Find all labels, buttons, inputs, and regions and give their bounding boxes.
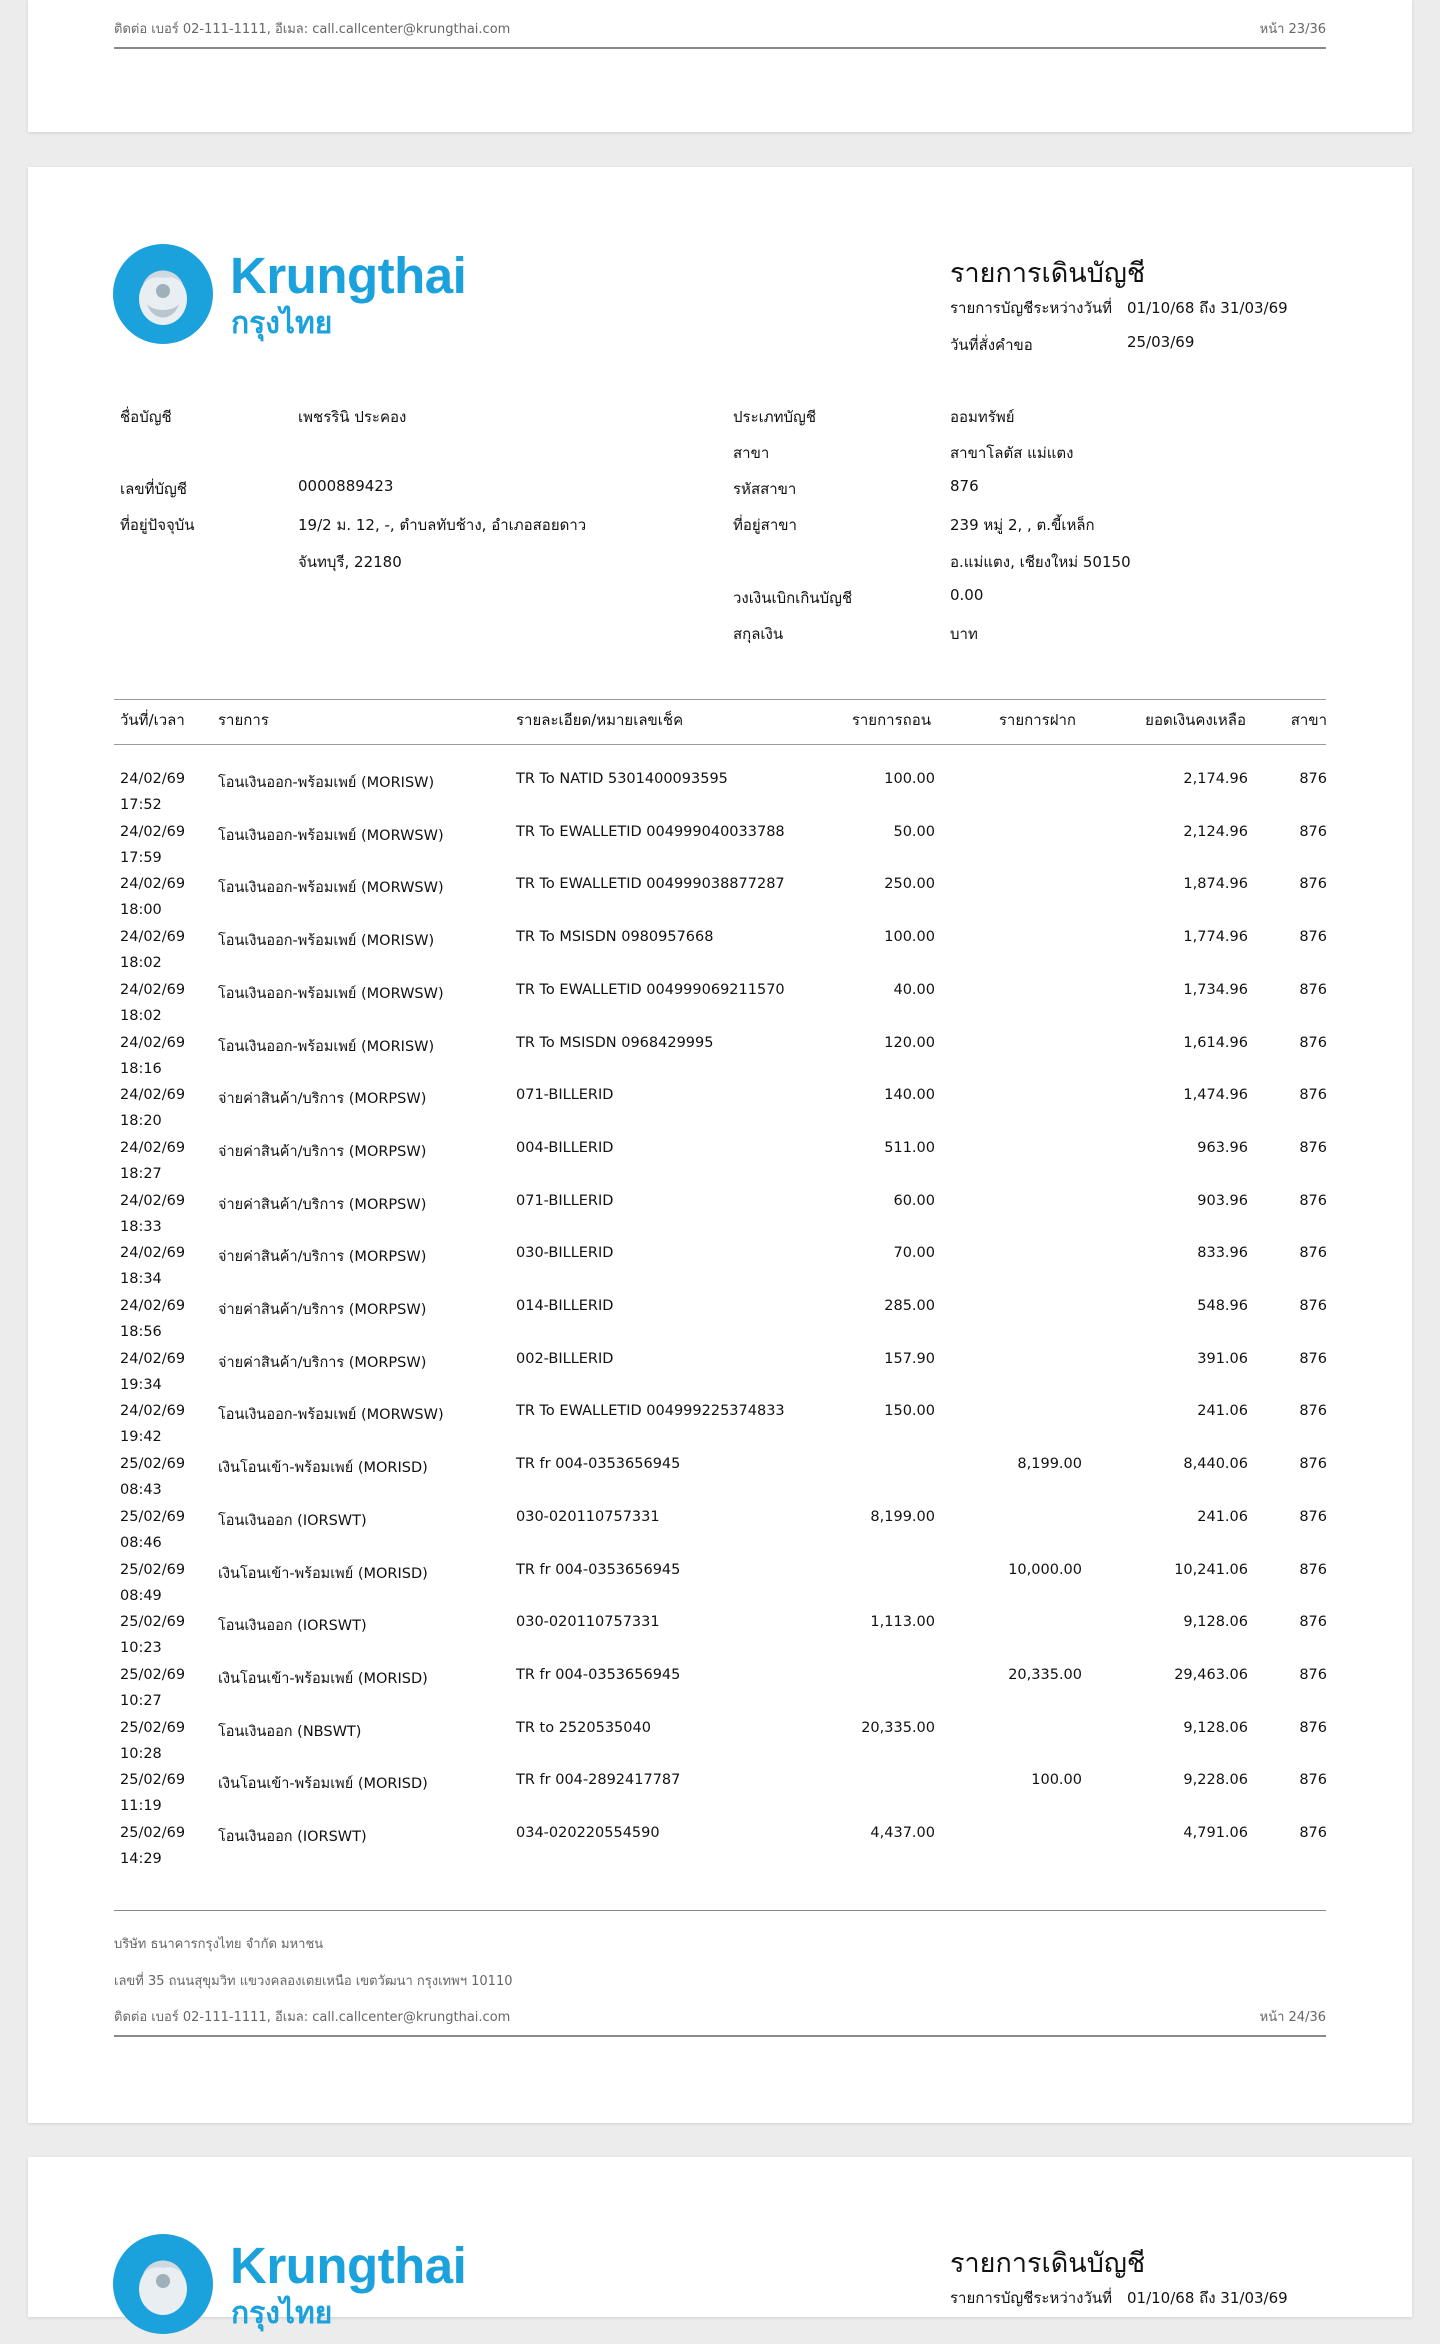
row-balance: 29,463.06	[1174, 1666, 1248, 1683]
row-description: โอนเงินออก (NBSWT)	[218, 1723, 362, 1740]
table-row	[28, 1720, 1412, 1772]
next-period-label: รายการบัญชีระหว่างวันที่	[950, 2289, 1113, 2307]
row-deposit: 100.00	[1031, 1772, 1082, 1789]
row-date: 24/02/69	[120, 1139, 186, 1156]
row-time: 18:34	[120, 1271, 162, 1288]
row-detail: 071-BILLERID	[516, 1087, 614, 1104]
row-balance: 1,474.96	[1183, 1087, 1248, 1104]
row-branch: 876	[1299, 1772, 1327, 1789]
row-balance: 1,774.96	[1183, 929, 1248, 946]
row-description: เงินโอนเข้า-พร้อมเพย์ (MORISD)	[218, 1565, 428, 1582]
row-description: จ่ายค่าสินค้า/บริการ (MORPSW)	[218, 1354, 427, 1371]
table-row	[28, 876, 1412, 928]
row-balance: 1,734.96	[1183, 981, 1248, 998]
table-row	[28, 1298, 1412, 1350]
footer-contact: ติดต่อ เบอร์ 02-111-1111, อีเมล: call.callcenter@krungthai.com	[114, 2010, 511, 2025]
row-withdraw: 140.00	[884, 1087, 935, 1104]
statement-title: รายการเดินบัญชี	[950, 258, 1146, 289]
table-row	[28, 1456, 1412, 1508]
row-branch: 876	[1299, 823, 1327, 840]
overdraft-label: วงเงินเบิกเกินบัญชี	[733, 589, 853, 607]
row-withdraw: 120.00	[884, 1034, 935, 1051]
account-number-label: เลขที่บัญชี	[120, 480, 187, 498]
row-date: 24/02/69	[120, 1034, 186, 1051]
col-datetime: วันที่/เวลา	[120, 711, 185, 729]
row-time: 18:56	[120, 1324, 162, 1340]
table-row	[28, 1562, 1412, 1614]
row-branch: 876	[1299, 1403, 1327, 1420]
table-row	[28, 1351, 1412, 1403]
col-balance: ยอดเงินคงเหลือ	[1145, 711, 1246, 729]
next-page	[28, 2157, 1412, 2331]
row-detail: 030-020110757331	[516, 1508, 660, 1525]
row-date: 24/02/69	[120, 929, 186, 946]
account-type-value: ออมทรัพย์	[950, 408, 1015, 426]
row-branch: 876	[1299, 1666, 1327, 1683]
row-detail: 030-BILLERID	[516, 1245, 614, 1262]
table-row	[28, 1614, 1412, 1666]
currency-value: บาท	[950, 625, 978, 643]
row-time: 10:28	[120, 1745, 162, 1762]
row-branch: 876	[1299, 1719, 1327, 1736]
account-number-value: 0000889423	[298, 477, 394, 495]
row-detail: 071-BILLERID	[516, 1192, 614, 1209]
col-deposit: รายการฝาก	[998, 711, 1076, 729]
row-withdraw: 285.00	[884, 1298, 935, 1314]
row-description: จ่ายค่าสินค้า/บริการ (MORPSW)	[218, 1196, 427, 1213]
row-date: 24/02/69	[120, 1087, 186, 1104]
row-withdraw: 60.00	[893, 1192, 935, 1209]
row-detail: TR To NATID 5301400093595	[516, 771, 728, 787]
row-detail: TR To MSISDN 0980957668	[516, 929, 714, 946]
period-value: 01/10/68 ถึง 31/03/69	[1127, 299, 1288, 317]
row-branch: 876	[1299, 1350, 1327, 1367]
table-row	[28, 1825, 1412, 1877]
row-withdraw: 1,113.00	[870, 1614, 935, 1631]
row-detail: TR fr 004-0353656945	[516, 1456, 681, 1473]
address-line-1: 19/2 ม. 12, -, ตำบลทับช้าง, อำเภอสอยดาว	[298, 516, 587, 534]
row-date: 24/02/69	[120, 1403, 186, 1420]
row-date: 25/02/69	[120, 1666, 186, 1683]
row-branch: 876	[1299, 1087, 1327, 1104]
row-time: 19:34	[120, 1376, 162, 1393]
table-row	[28, 929, 1412, 981]
brand-name-th: กรุงไทย	[231, 306, 333, 341]
row-description: เงินโอนเข้า-พร้อมเพย์ (MORISD)	[218, 1776, 428, 1793]
currency-label: สกุลเงิน	[733, 625, 784, 643]
branch-address-label: ที่อยู่สาขา	[733, 516, 797, 534]
row-time: 18:00	[120, 902, 162, 919]
row-branch: 876	[1299, 1139, 1327, 1156]
krungthai-logo-next	[113, 2234, 467, 2344]
row-detail: 004-BILLERID	[516, 1139, 614, 1156]
row-branch: 876	[1299, 981, 1327, 998]
row-balance: 9,128.06	[1183, 1719, 1248, 1736]
row-detail: 002-BILLERID	[516, 1350, 614, 1367]
row-description: โอนเงินออก-พร้อมเพย์ (MORWSW)	[218, 985, 444, 1002]
row-detail: TR To EWALLETID 004999069211570	[516, 981, 785, 998]
row-branch: 876	[1299, 1245, 1327, 1262]
account-name-label: ชื่อบัญชี	[120, 408, 172, 426]
row-date: 25/02/69	[120, 1508, 186, 1525]
row-balance: 2,124.96	[1183, 823, 1248, 840]
bird-emblem-icon	[113, 244, 213, 344]
row-time: 17:59	[120, 849, 162, 866]
row-branch: 876	[1299, 1508, 1327, 1525]
col-description: รายการ	[218, 711, 269, 729]
row-withdraw: 157.90	[884, 1350, 935, 1367]
footer-address: เลขที่ 35 ถนนสุขุมวิท แขวงคลองเตยเหนือ เขตวัฒนา กรุงเทพฯ 10110	[114, 1974, 513, 1989]
row-deposit: 8,199.00	[1017, 1456, 1082, 1473]
row-detail: TR To EWALLETID 004999040033788	[516, 823, 785, 840]
row-withdraw: 20,335.00	[861, 1719, 935, 1736]
row-balance: 833.96	[1197, 1245, 1248, 1262]
row-balance: 1,614.96	[1183, 1034, 1248, 1051]
row-time: 18:02	[120, 955, 162, 972]
row-balance: 2,174.96	[1183, 771, 1248, 787]
row-date: 25/02/69	[120, 1561, 186, 1578]
row-balance: 903.96	[1197, 1192, 1248, 1209]
row-withdraw: 40.00	[893, 981, 935, 998]
row-balance: 4,791.06	[1183, 1825, 1248, 1841]
row-description: โอนเงินออก (IORSWT)	[218, 1618, 367, 1635]
row-withdraw: 8,199.00	[870, 1508, 935, 1525]
branch-address-line-1: 239 หมู่ 2, , ต.ขี้เหล็ก	[950, 516, 1095, 534]
branch-code-label: รหัสสาขา	[733, 480, 797, 498]
row-time: 18:16	[120, 1060, 162, 1077]
row-date: 24/02/69	[120, 981, 186, 998]
row-detail: 014-BILLERID	[516, 1298, 614, 1314]
branch-code-value: 876	[950, 477, 979, 495]
row-time: 08:43	[120, 1482, 162, 1499]
table-row	[28, 1245, 1412, 1297]
row-balance: 10,241.06	[1174, 1561, 1248, 1578]
row-branch: 876	[1299, 1298, 1327, 1314]
row-date: 24/02/69	[120, 771, 186, 787]
table-row	[28, 982, 1412, 1034]
row-description: โอนเงินออก (IORSWT)	[218, 1512, 367, 1529]
row-withdraw: 250.00	[884, 876, 935, 893]
row-time: 17:52	[120, 797, 162, 813]
row-branch: 876	[1299, 1614, 1327, 1631]
period-label: รายการบัญชีระหว่างวันที่	[950, 299, 1113, 317]
footer-company: บริษัท ธนาคารกรุงไทย จำกัด มหาชน	[114, 1937, 324, 1952]
col-detail: รายละเอียด/หมายเลขเช็ค	[516, 711, 684, 729]
next-period-value: 01/10/68 ถึง 31/03/69	[1127, 2289, 1288, 2307]
row-withdraw: 511.00	[884, 1139, 935, 1156]
row-branch: 876	[1299, 1034, 1327, 1051]
row-balance: 9,128.06	[1183, 1614, 1248, 1631]
prev-page-footer-rule	[114, 47, 1326, 49]
table-row	[28, 1772, 1412, 1824]
row-description: จ่ายค่าสินค้า/บริการ (MORPSW)	[218, 1091, 427, 1108]
row-withdraw: 4,437.00	[870, 1825, 935, 1841]
row-description: โอนเงินออก-พร้อมเพย์ (MORWSW)	[218, 880, 444, 897]
row-date: 25/02/69	[120, 1719, 186, 1736]
account-type-label: ประเภทบัญชี	[733, 408, 817, 426]
row-time: 18:33	[120, 1218, 162, 1235]
account-name-value: เพชรรินิ ประคอง	[298, 408, 407, 426]
row-date: 25/02/69	[120, 1772, 186, 1789]
footer-page-number: หน้า 24/36	[1259, 2010, 1326, 2025]
row-date: 25/02/69	[120, 1456, 186, 1473]
brand-name-en: Krungthai	[230, 247, 467, 304]
row-branch: 876	[1299, 1192, 1327, 1209]
request-date-value: 25/03/69	[1127, 333, 1195, 351]
table-header-rule	[114, 744, 1326, 745]
table-row	[28, 1509, 1412, 1561]
row-withdraw: 50.00	[893, 823, 935, 840]
row-description: เงินโอนเข้า-พร้อมเพย์ (MORISD)	[218, 1670, 428, 1687]
row-balance: 391.06	[1197, 1350, 1248, 1367]
footer-bottom-rule	[114, 2035, 1326, 2037]
row-detail: TR To EWALLETID 004999038877287	[516, 876, 785, 893]
row-withdraw: 100.00	[884, 929, 935, 946]
address-label: ที่อยู่ปัจจุบัน	[120, 516, 195, 534]
row-deposit: 20,335.00	[1008, 1666, 1082, 1683]
row-description: โอนเงินออก-พร้อมเพย์ (MORISW)	[218, 775, 435, 791]
row-detail: TR fr 004-0353656945	[516, 1561, 681, 1578]
address-line-2: จันทบุรี, 22180	[298, 553, 402, 571]
row-description: โอนเงินออก-พร้อมเพย์ (MORISW)	[218, 1038, 435, 1055]
row-detail: TR fr 004-2892417787	[516, 1772, 681, 1789]
brand-name-en: Krungthai	[230, 2237, 467, 2294]
row-detail: TR To EWALLETID 004999225374833	[516, 1403, 785, 1420]
row-time: 14:29	[120, 1851, 162, 1867]
row-branch: 876	[1299, 929, 1327, 946]
table-top-rule	[114, 699, 1326, 700]
row-description: จ่ายค่าสินค้า/บริการ (MORPSW)	[218, 1143, 427, 1160]
row-branch: 876	[1299, 1825, 1327, 1841]
row-description: เงินโอนเข้า-พร้อมเพย์ (MORISD)	[218, 1460, 428, 1477]
row-date: 24/02/69	[120, 823, 186, 840]
table-row	[28, 1140, 1412, 1192]
row-balance: 548.96	[1197, 1298, 1248, 1314]
row-time: 18:02	[120, 1007, 162, 1024]
row-balance: 9,228.06	[1183, 1772, 1248, 1789]
row-balance: 8,440.06	[1183, 1456, 1248, 1473]
col-withdraw: รายการถอน	[851, 711, 931, 729]
row-time: 18:27	[120, 1165, 162, 1182]
row-branch: 876	[1299, 876, 1327, 893]
row-withdraw: 150.00	[884, 1403, 935, 1420]
row-time: 08:46	[120, 1534, 162, 1551]
table-row	[28, 1193, 1412, 1245]
prev-page-contact: ติดต่อ เบอร์ 02-111-1111, อีเมล: call.callcenter@krungthai.com	[114, 22, 511, 37]
request-date-label: วันที่สั่งคำขอ	[950, 336, 1033, 354]
row-withdraw: 100.00	[884, 771, 935, 787]
row-date: 24/02/69	[120, 1245, 186, 1262]
statement-page	[28, 167, 1412, 2123]
row-date: 25/02/69	[120, 1614, 186, 1631]
row-balance: 963.96	[1197, 1139, 1248, 1156]
row-time: 18:20	[120, 1113, 162, 1130]
krungthai-logo	[113, 244, 467, 354]
row-description: โอนเงินออก-พร้อมเพย์ (MORWSW)	[218, 827, 444, 844]
footer-top-rule	[114, 1910, 1326, 1911]
row-time: 10:23	[120, 1640, 162, 1657]
row-description: จ่ายค่าสินค้า/บริการ (MORPSW)	[218, 1302, 427, 1318]
row-description: โอนเงินออก (IORSWT)	[218, 1829, 367, 1845]
previous-page	[28, 0, 1412, 132]
row-branch: 876	[1299, 1561, 1327, 1578]
row-detail: 034-020220554590	[516, 1825, 660, 1841]
brand-name-th: กรุงไทย	[231, 2296, 333, 2331]
row-branch: 876	[1299, 771, 1327, 787]
row-date: 24/02/69	[120, 1192, 186, 1209]
col-branch: สาขา	[1290, 711, 1327, 729]
row-date: 24/02/69	[120, 876, 186, 893]
table-row	[28, 1035, 1412, 1087]
row-detail: TR To MSISDN 0968429995	[516, 1034, 714, 1051]
table-row	[28, 1403, 1412, 1455]
branch-address-line-2: อ.แม่แตง, เชียงใหม่ 50150	[950, 553, 1131, 571]
row-description: โอนเงินออก-พร้อมเพย์ (MORWSW)	[218, 1407, 444, 1424]
row-time: 10:27	[120, 1692, 162, 1709]
row-branch: 876	[1299, 1456, 1327, 1473]
row-balance: 1,874.96	[1183, 876, 1248, 893]
next-statement-title: รายการเดินบัญชี	[950, 2248, 1146, 2279]
bird-emblem-icon	[113, 2234, 213, 2334]
table-row	[28, 771, 1412, 823]
row-balance: 241.06	[1197, 1403, 1248, 1420]
table-row	[28, 1667, 1412, 1719]
prev-page-number: หน้า 23/36	[1259, 22, 1326, 37]
row-date: 25/02/69	[120, 1825, 186, 1841]
table-row	[28, 1087, 1412, 1139]
row-time: 11:19	[120, 1798, 162, 1815]
branch-label: สาขา	[733, 444, 770, 462]
overdraft-value: 0.00	[950, 586, 984, 604]
row-date: 24/02/69	[120, 1350, 186, 1367]
row-description: จ่ายค่าสินค้า/บริการ (MORPSW)	[218, 1249, 427, 1266]
row-detail: TR to 2520535040	[516, 1719, 651, 1736]
row-time: 19:42	[120, 1429, 162, 1446]
row-balance: 241.06	[1197, 1508, 1248, 1525]
row-description: โอนเงินออก-พร้อมเพย์ (MORISW)	[218, 933, 435, 950]
branch-value: สาขาโลตัส แม่แตง	[950, 444, 1074, 462]
row-deposit: 10,000.00	[1008, 1561, 1082, 1578]
table-row	[28, 824, 1412, 876]
row-time: 08:49	[120, 1587, 162, 1604]
row-detail: TR fr 004-0353656945	[516, 1666, 681, 1683]
row-date: 24/02/69	[120, 1298, 186, 1314]
row-withdraw: 70.00	[893, 1245, 935, 1262]
row-detail: 030-020110757331	[516, 1614, 660, 1631]
